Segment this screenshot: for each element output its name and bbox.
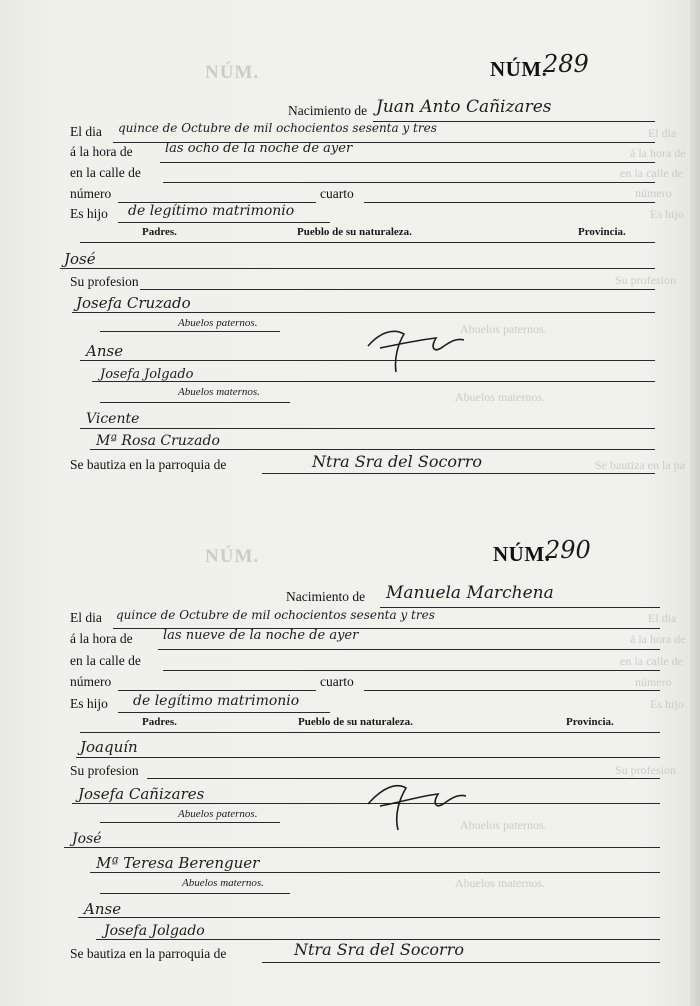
nacimiento-value: Manuela Marchena [386,583,554,603]
abuelos-maternos-label: Abuelos maternos. [178,386,260,398]
fill-line [160,162,655,163]
fill-line [100,822,280,823]
fill-line [90,872,660,873]
es-hijo-value: de legítimo matrimonio [128,203,295,219]
padre-value: Joaquín [80,738,138,756]
provincia-header: Provincia. [578,226,626,238]
ghost-text: Abuelos paternos. [460,322,547,336]
padres-header: Padres. [142,226,177,238]
nacimiento-label: Nacimiento de [288,103,368,118]
parroquia-label: Se bautiza en la parroquia de [70,457,227,472]
ghost-text: El dia [648,611,677,625]
nacimiento-value: Juan Anto Cañizares [376,97,552,117]
signature-rubric [360,318,470,378]
fill-line [262,473,655,474]
calle-label: en la calle de [70,165,141,180]
padre-value: José [64,250,96,268]
ghost-num-label: NÚM. [205,546,260,567]
nacimiento-label: Nacimiento de [286,589,366,604]
ghost-text: en la calle de [620,166,683,180]
signature-rubric [360,770,470,835]
hora-value: las ocho de la noche de ayer [165,141,353,156]
abuela-materna-value: Josefa Jolgado [104,923,205,939]
ghost-text: á la hora de [630,632,686,646]
parroquia-label: Se bautiza en la parroquia de [70,946,227,961]
abuelo-materno-value: Anse [84,900,122,918]
pueblo-header: Pueblo de su naturaleza. [297,226,412,238]
abuelos-maternos-label: Abuelos maternos. [182,877,264,889]
ghost-text: en la calle de [620,654,683,668]
fill-line [163,182,655,183]
ghost-text: El dia [648,126,677,140]
es-hijo-value: de legítimo matrimonio [133,693,300,709]
fill-line [64,847,660,848]
hora-label: á la hora de [70,631,133,646]
ghost-text: número [635,675,672,689]
el-dia-value: quince de Octubre de mil ochocientos sesenta y tres [118,121,437,135]
fill-line [100,402,290,403]
abuelo-paterno-value: José [72,831,102,847]
ghost-text: Se bautiza en la pa [595,458,685,472]
record-number-label: NÚM. [493,542,551,566]
hora-label: á la hora de [70,144,133,159]
numero-label: número [70,674,112,689]
fill-line [80,428,655,429]
es-hijo-label: Es hijo [70,696,108,711]
fill-line [100,893,290,894]
el-dia-label: El dia [70,610,102,625]
abuelos-paternos-label: Abuelos paternos. [178,808,258,820]
fill-line [364,202,655,203]
cuarto-label: cuarto [320,186,354,201]
profesion-label: Su profesion [70,763,139,778]
fill-line [90,449,655,450]
abuelo-paterno-value: Anse [86,342,124,360]
fill-line [118,222,330,223]
madre-value: Josefa Cañizares [78,785,205,803]
abuelos-paternos-label: Abuelos paternos. [178,317,258,329]
el-dia-value: quince de Octubre de mil ochocientos sesenta y tres [116,608,435,622]
hora-value: las nueve de la noche de ayer [163,628,359,643]
padres-header: Padres. [142,716,177,728]
es-hijo-label: Es hijo [70,206,108,221]
fill-line [92,381,655,382]
madre-value: Josefa Cruzado [76,294,191,312]
record-number-value: 290 [545,536,591,564]
cuarto-label: cuarto [320,674,354,689]
record-number-value: 289 [543,50,589,78]
profesion-label: Su profesion [70,274,139,289]
book-edge [690,0,700,1006]
divider-line [80,732,660,733]
ghost-text: Abuelos paternos. [460,818,547,832]
ghost-text: número [635,186,672,200]
pueblo-header: Pueblo de su naturaleza. [298,716,413,728]
el-dia-label: El dia [70,124,102,139]
ghost-text: Abuelos maternos. [455,876,545,890]
fill-line [163,670,660,671]
abuela-paterna-value: Mª Teresa Berenguer [96,854,260,872]
ghost-text: Abuelos maternos. [455,390,545,404]
parroquia-value: Ntra Sra del Socorro [294,940,464,959]
calle-label: en la calle de [70,653,141,668]
ghost-text: Es hijo [650,207,684,221]
fill-line [72,312,655,313]
abuela-paterna-value: Josefa Jolgado [100,367,194,382]
fill-line [140,289,655,290]
provincia-header: Provincia. [566,716,614,728]
ghost-text: á la hora de [630,146,686,160]
fill-line [364,690,660,691]
numero-label: número [70,186,112,201]
divider-line [80,242,655,243]
fill-line [78,917,660,918]
ghost-text: Su profesion [615,273,676,287]
fill-line [118,712,330,713]
ghost-text: Su profesion [615,763,676,777]
record-number-label: NÚM. [490,57,548,81]
abuela-materna-value: Mª Rosa Cruzado [96,433,220,449]
fill-line [76,757,660,758]
fill-line [262,962,660,963]
fill-line [60,268,655,269]
ghost-text: Es hijo [650,697,684,711]
fill-line [100,331,280,332]
ghost-num-label: NÚM. [205,62,260,83]
fill-line [158,649,660,650]
abuelo-materno-value: Vicente [86,411,140,427]
parroquia-value: Ntra Sra del Socorro [312,452,482,471]
